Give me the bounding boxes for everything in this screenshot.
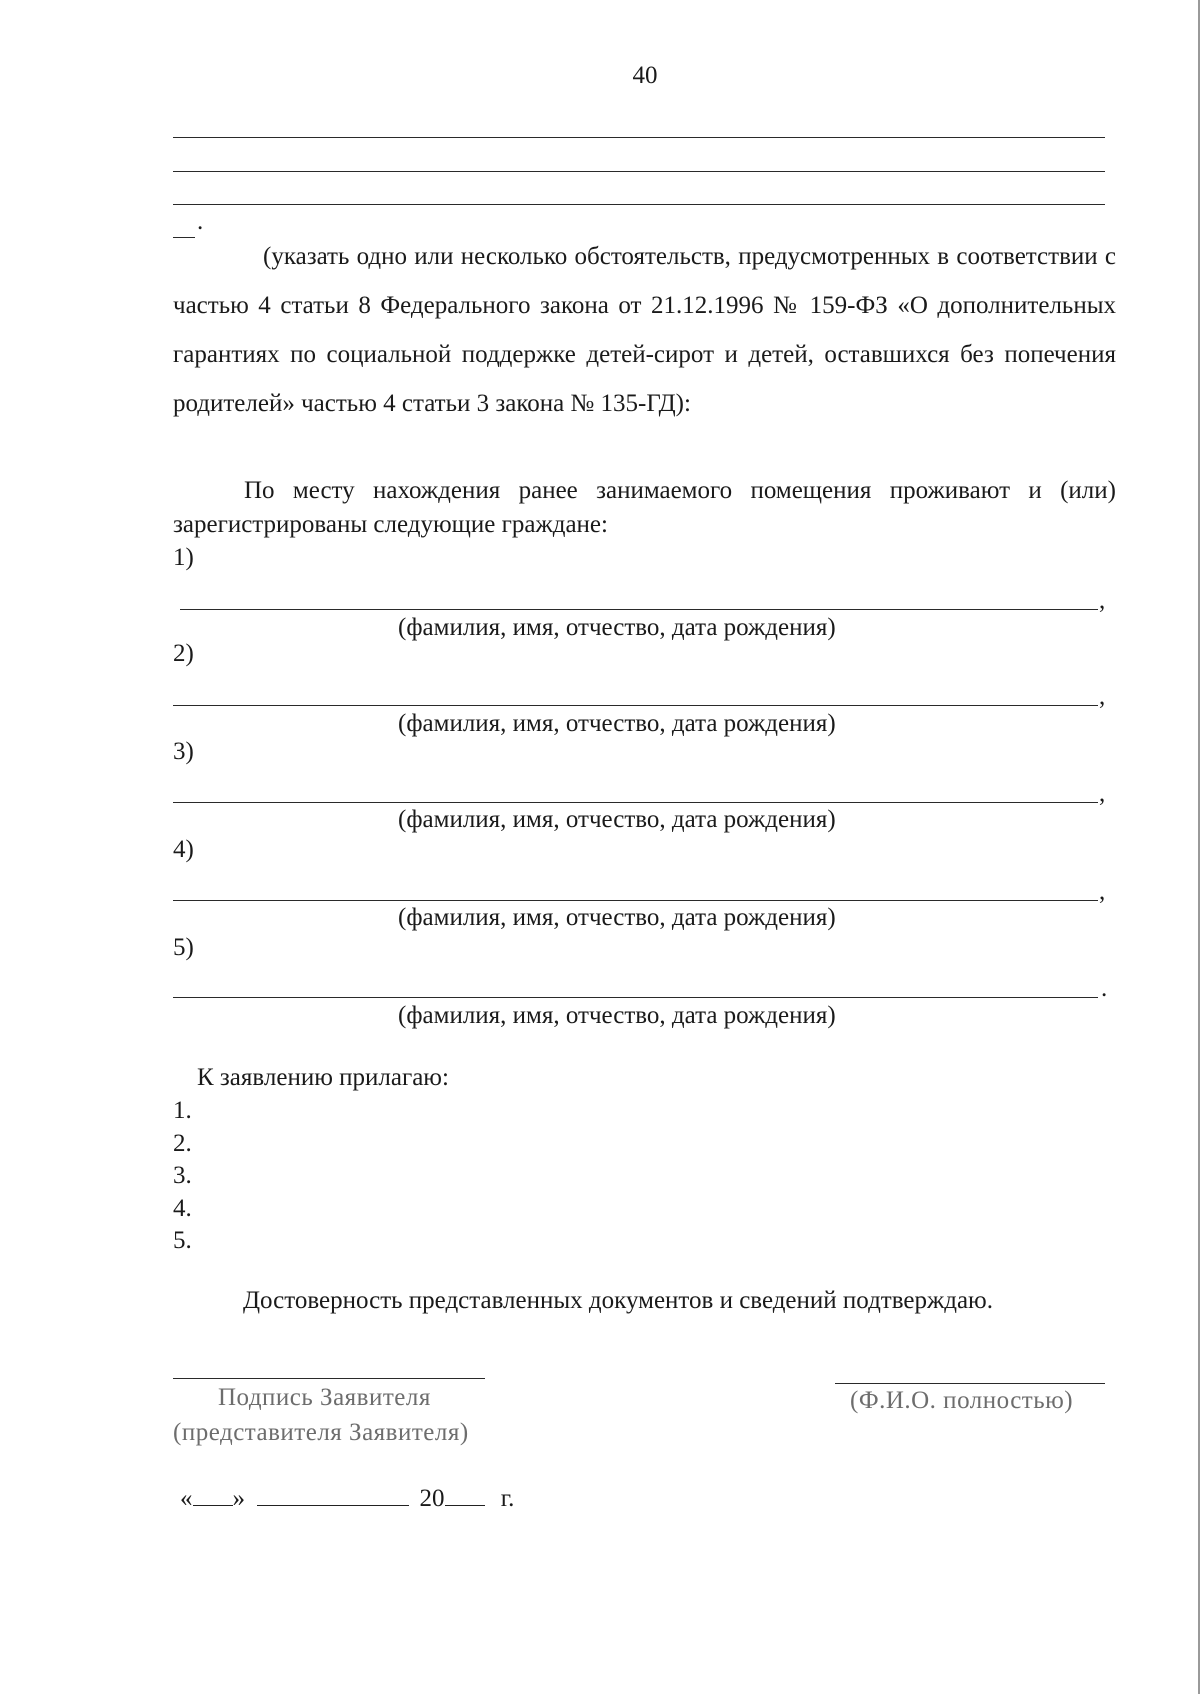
resident-line (173, 705, 1098, 706)
attachment-item: 4. (173, 1195, 192, 1222)
resident-line (180, 609, 1098, 610)
resident-number: 5) (173, 934, 194, 961)
resident-caption: (фамилия, имя, отчество, дата рождения) (398, 1002, 836, 1029)
attachment-item: 5. (173, 1227, 192, 1254)
resident-caption: (фамилия, имя, отчество, дата рождения) (398, 904, 836, 931)
date-year-suffix: г. (500, 1485, 515, 1512)
resident-number: 4) (173, 836, 194, 863)
blank-line-1 (173, 137, 1105, 138)
resident-caption: (фамилия, имя, отчество, дата рождения) (398, 614, 836, 641)
blank-line-2 (173, 171, 1105, 172)
resident-number: 3) (173, 738, 194, 765)
date-year-blank (445, 1485, 485, 1506)
resident-line-end: . (1101, 975, 1108, 1002)
resident-caption: (фамилия, имя, отчество, дата рождения) (398, 710, 836, 737)
date-day-blank (193, 1485, 233, 1506)
signature-line (173, 1378, 485, 1379)
resident-line (173, 802, 1098, 803)
instruction-text (173, 232, 1116, 428)
confirmation-text: Достоверность представленных документов и сведений подтверждаю. (243, 1287, 993, 1314)
blank-line-dot: . (197, 208, 204, 235)
applicant-signature-label: Подпись Заявителя (218, 1384, 431, 1411)
resident-line (173, 900, 1098, 901)
resident-line-end: , (1099, 780, 1106, 807)
resident-number: 2) (173, 640, 194, 667)
resident-number: 1) (173, 544, 194, 571)
fio-line (835, 1383, 1105, 1384)
instruction-content: (указать одно или несколько обстоятельств, предусмотренных в соответствии с частью 4 статьи 8 Федерального закона от 21.12.1996 № 159-ФЗ «О дополнительных гарантиях по социальной поддержке детей-сирот и детей, оставшихся без попечения родителей» частью 4 статьи 3 закона № 135-ГД): (173, 243, 1116, 417)
attachment-item: 2. (173, 1130, 192, 1157)
date-month-blank (257, 1485, 409, 1506)
attachments-title: К заявлению прилагаю: (197, 1064, 449, 1091)
resident-line-end: , (1099, 683, 1106, 710)
date-open-quote: « (180, 1485, 193, 1512)
attachment-item: 1. (173, 1097, 192, 1124)
date-year-prefix: 20 (419, 1485, 445, 1512)
fio-label: (Ф.И.О. полностью) (850, 1387, 1074, 1414)
residents-intro-text: По месту нахождения ранее занимаемого помещения проживают и (или) зарегистрированы следующие граждане: (173, 477, 1116, 538)
representative-label: (представителя Заявителя) (173, 1419, 469, 1446)
date-line (180, 1485, 514, 1513)
resident-line-end: , (1099, 878, 1106, 905)
date-close-quote: » (232, 1485, 245, 1512)
page-number: 40 (632, 62, 658, 89)
residents-intro (173, 474, 1116, 542)
resident-caption: (фамилия, имя, отчество, дата рождения) (398, 806, 836, 833)
resident-line-end: , (1099, 587, 1106, 614)
resident-line (173, 997, 1098, 998)
blank-line-3 (173, 204, 1105, 205)
attachment-item: 3. (173, 1162, 192, 1189)
